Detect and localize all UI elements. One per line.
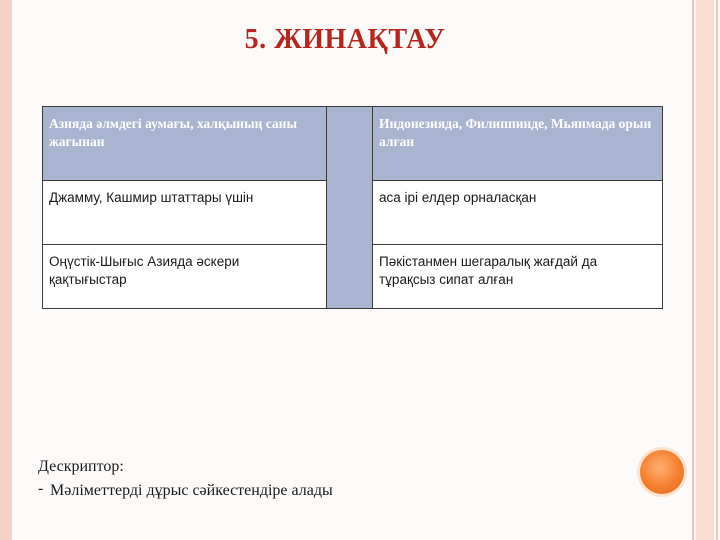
row2-right-cell: Пәкістанмен шегаралық жағдай да тұрақсыз сипат алған (373, 245, 663, 309)
row1-left-cell: Джамму, Кашмир штаттары үшін (43, 181, 327, 245)
row1-right-cell: аса ірі елдер орналасқан (373, 181, 663, 245)
left-frame-border (0, 0, 12, 540)
slide-title: 5. ЖИНАҚТАУ (244, 24, 446, 55)
descriptor-title: Дескриптор: (38, 458, 124, 475)
descriptor-item (38, 482, 333, 500)
row2-left-cell: Оңүстік-Шығыс Азияда әскери қақтығыстар (43, 245, 327, 309)
dash-bullet-icon: - (38, 480, 44, 497)
orange-circle-decoration (640, 450, 684, 494)
descriptor-item-text: Мәліметтерді дұрыс сәйкестендіре алады (50, 482, 333, 499)
right-frame-band (696, 0, 714, 540)
middle-connector-column (327, 107, 373, 309)
table-header-row (43, 107, 663, 181)
matching-table (42, 106, 663, 309)
header-right-cell: Индонезияда, Филиппинде, Мьянмада орын алған (373, 107, 663, 181)
header-left-cell: Азияда әлмдегі аумағы, халқының саны жағынан (43, 107, 327, 181)
